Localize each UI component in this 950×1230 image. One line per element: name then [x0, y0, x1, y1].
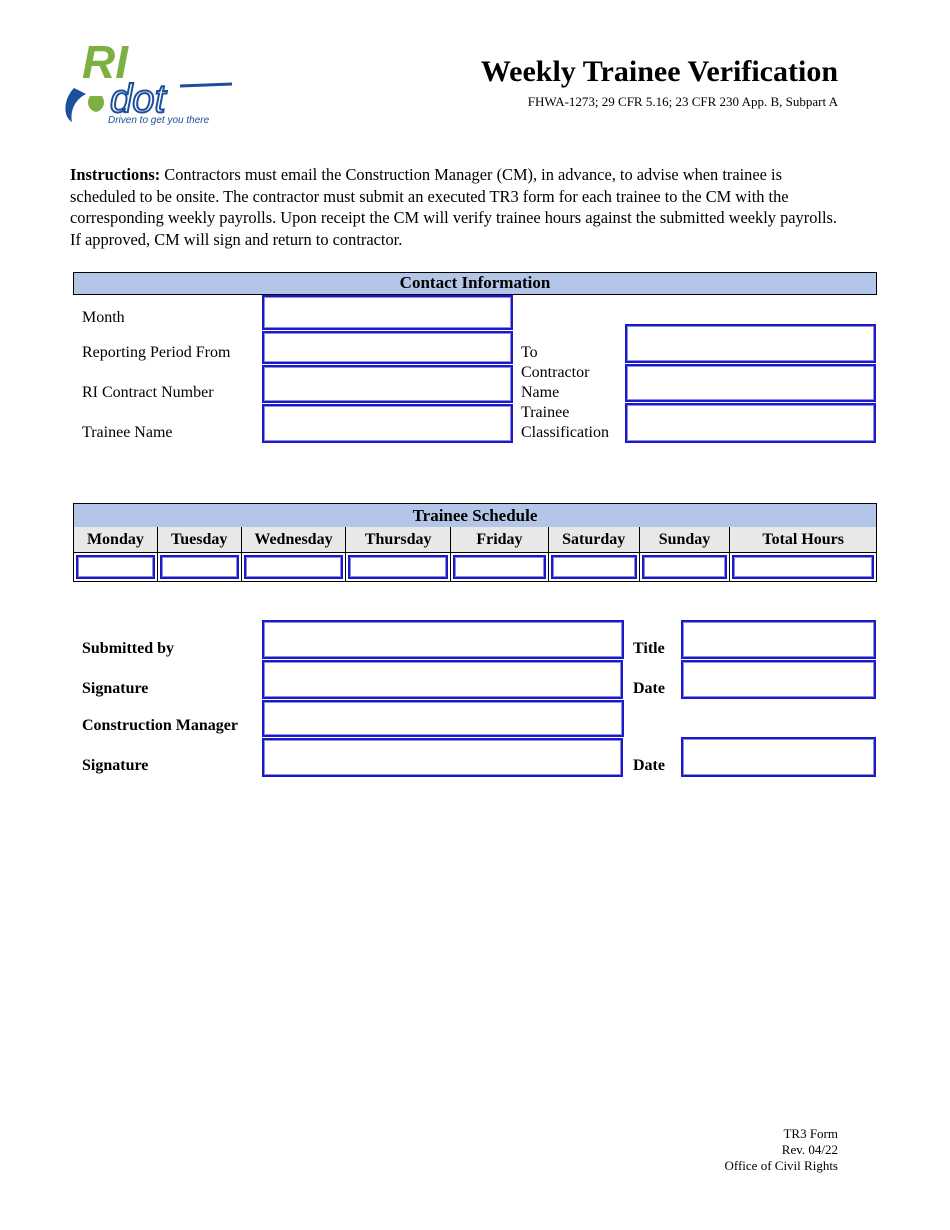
reporting-period-from-label: Reporting Period From [82, 344, 231, 361]
column-monday: Monday [74, 527, 158, 552]
thursday-cell [346, 553, 451, 581]
cm-date-field[interactable] [681, 737, 876, 777]
tuesday-hours-field[interactable] [160, 555, 239, 579]
instructions-lead: Instructions: [70, 165, 161, 184]
saturday-cell [549, 553, 640, 581]
column-total-hours: Total Hours [762, 531, 845, 548]
contact-information-header: Contact Information [73, 272, 877, 295]
column-wednesday: Wednesday [242, 527, 347, 552]
submitter-signature-label: Signature [82, 680, 149, 697]
column-thursday: Thursday [346, 527, 451, 552]
submitted-by-label: Submitted by [82, 640, 175, 657]
cm-date-label: Date [633, 757, 665, 774]
svg-text:RI: RI [82, 36, 128, 88]
submitted-by-field[interactable] [262, 620, 624, 659]
wednesday-cell [242, 553, 347, 581]
trainee-name-label: Trainee Name [82, 424, 173, 441]
trainee-name-field[interactable] [262, 404, 513, 443]
wednesday-hours-field[interactable] [244, 555, 344, 579]
svg-text:dot: dot [110, 77, 166, 121]
total-hours-field[interactable] [732, 555, 874, 579]
trainee-classification-label-line2: Classification [521, 424, 609, 441]
instructions-paragraph [70, 164, 840, 250]
ridot-logo [60, 36, 235, 128]
month-field[interactable] [262, 295, 513, 330]
tuesday-cell [158, 553, 242, 581]
submitter-date-field[interactable] [681, 660, 876, 699]
monday-cell [74, 553, 158, 581]
sunday-hours-field[interactable] [642, 555, 728, 579]
sunday-cell [640, 553, 731, 581]
title-label: Title [633, 640, 665, 657]
instructions-body: Contractors must email the Construction Manager (CM), in advance, to advise when trainee is scheduled to be onsite. The contractor must submit an executed TR3 form for each trainee to the CM with the corresponding weekly payrolls. Upon receipt the CM will verify trainee hours against the submitted weekly payrolls. If approved, CM will sign and return to contractor. [70, 165, 837, 249]
form-revision: Rev. 04/22 [781, 1142, 838, 1157]
reporting-period-to-field[interactable] [625, 324, 876, 363]
contractor-name-field[interactable] [625, 364, 876, 402]
submitter-signature-field[interactable] [262, 660, 623, 699]
schedule-input-row [73, 553, 877, 582]
title-field[interactable] [681, 620, 876, 659]
ri-contract-number-label: RI Contract Number [82, 384, 214, 401]
ri-contract-number-field[interactable] [262, 365, 513, 403]
form-name: TR3 Form [783, 1126, 838, 1141]
form-footer [724, 1126, 838, 1174]
to-label: To [521, 344, 538, 361]
issuing-office: Office of Civil Rights [724, 1158, 838, 1173]
construction-manager-label: Construction Manager [82, 717, 238, 734]
friday-hours-field[interactable] [453, 555, 546, 579]
construction-manager-field[interactable] [262, 700, 624, 737]
trainee-classification-field[interactable] [625, 403, 876, 443]
contractor-name-label-line1: Contractor [521, 364, 590, 381]
reporting-period-from-field[interactable] [262, 331, 513, 364]
page-title: Weekly Trainee Verification [480, 55, 838, 88]
submitter-date-label: Date [633, 680, 665, 697]
friday-cell [451, 553, 549, 581]
monday-hours-field[interactable] [76, 555, 155, 579]
column-friday: Friday [451, 527, 549, 552]
thursday-hours-field[interactable] [348, 555, 448, 579]
total-hours-cell [730, 553, 876, 581]
column-tuesday: Tuesday [158, 527, 242, 552]
month-label: Month [82, 309, 125, 326]
contractor-name-label-line2: Name [521, 384, 560, 401]
logo-tagline: Driven to get you there [108, 115, 210, 126]
column-sunday: Sunday [640, 527, 731, 552]
schedule-column-headers [73, 527, 877, 553]
regulation-citation: FHWA-1273; 29 CFR 5.16; 23 CFR 230 App. B, Subpart A [527, 94, 838, 109]
column-saturday: Saturday [549, 527, 640, 552]
trainee-schedule-header: Trainee Schedule [73, 503, 877, 528]
trainee-classification-label-line1: Trainee [521, 404, 570, 421]
cm-signature-label: Signature [82, 757, 149, 774]
saturday-hours-field[interactable] [551, 555, 637, 579]
cm-signature-field[interactable] [262, 738, 623, 777]
